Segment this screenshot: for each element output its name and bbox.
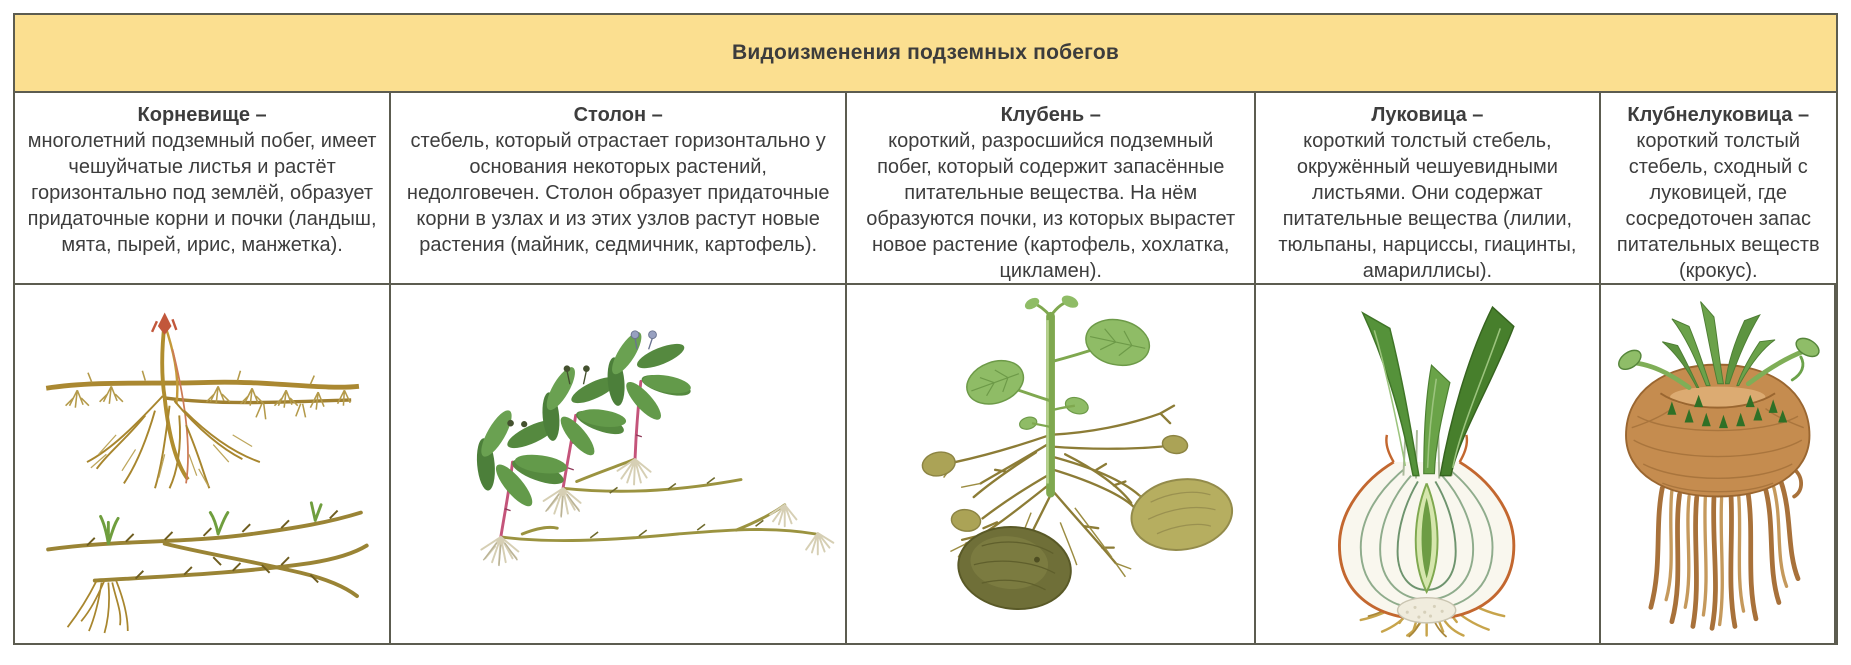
description-stolon: стебель, который отрастает горизонтально у основания некоторых растений, недолговечен. Столон образует придаточные корни в узлах и из этих узлов растут новые растения (майник, седмичник, картофель).: [406, 130, 830, 256]
header-cell-tuber: [847, 93, 1256, 285]
stolon-illustration: [395, 289, 841, 639]
header-cell-bulb: [1256, 93, 1600, 285]
description-corm: короткий толстый стебель, сходный с луковицей, где сосредоточен запас питательных веществ (крокус).: [1616, 130, 1820, 282]
illustration-cell-tuber: [847, 285, 1256, 643]
bulb-illustration: [1260, 289, 1594, 639]
term-tuber: Клубень –: [1000, 104, 1101, 126]
term-stolon: Столон –: [573, 104, 663, 126]
tuber-illustration: [851, 289, 1250, 639]
description-tuber: короткий, разросшийся подземный побег, который содержит запасённые питательные вещества. На нём образуются почки, из которых вырастет новое растение (картофель, хохлатка, цикламен).: [866, 130, 1236, 282]
illustration-cell-bulb: [1256, 285, 1600, 643]
header-cell-stolon: [391, 93, 847, 285]
header-cell-rhizome: [15, 93, 391, 285]
term-corm: Клубнелуковица –: [1627, 104, 1810, 126]
description-bulb: короткий толстый стебель, окружённый чешуевидными листьями. Они содержат питательные вещества (лилии, тюльпаны, нарциссы, гиацинты, амариллисы).: [1278, 130, 1577, 282]
table-title-band: [15, 15, 1836, 93]
underground-shoots-table: [13, 13, 1838, 645]
description-rhizome: многолетний подземный побег, имеет чешуйчатые листья и растёт горизонтально под землёй, образует придаточные корни и почки (ландыш, мята, пырей, ирис, манжетка).: [27, 130, 377, 256]
table-grid: [15, 93, 1836, 643]
illustration-cell-corm: [1601, 285, 1836, 643]
rhizome-illustration: [19, 289, 385, 639]
table-title: Видоизменения подземных побегов: [732, 41, 1119, 64]
term-rhizome: Корневище –: [137, 104, 267, 126]
corm-illustration: [1605, 289, 1830, 639]
header-cell-corm: [1601, 93, 1836, 285]
term-bulb: Луковица –: [1371, 104, 1484, 126]
illustration-cell-rhizome: [15, 285, 391, 643]
illustration-cell-stolon: [391, 285, 847, 643]
